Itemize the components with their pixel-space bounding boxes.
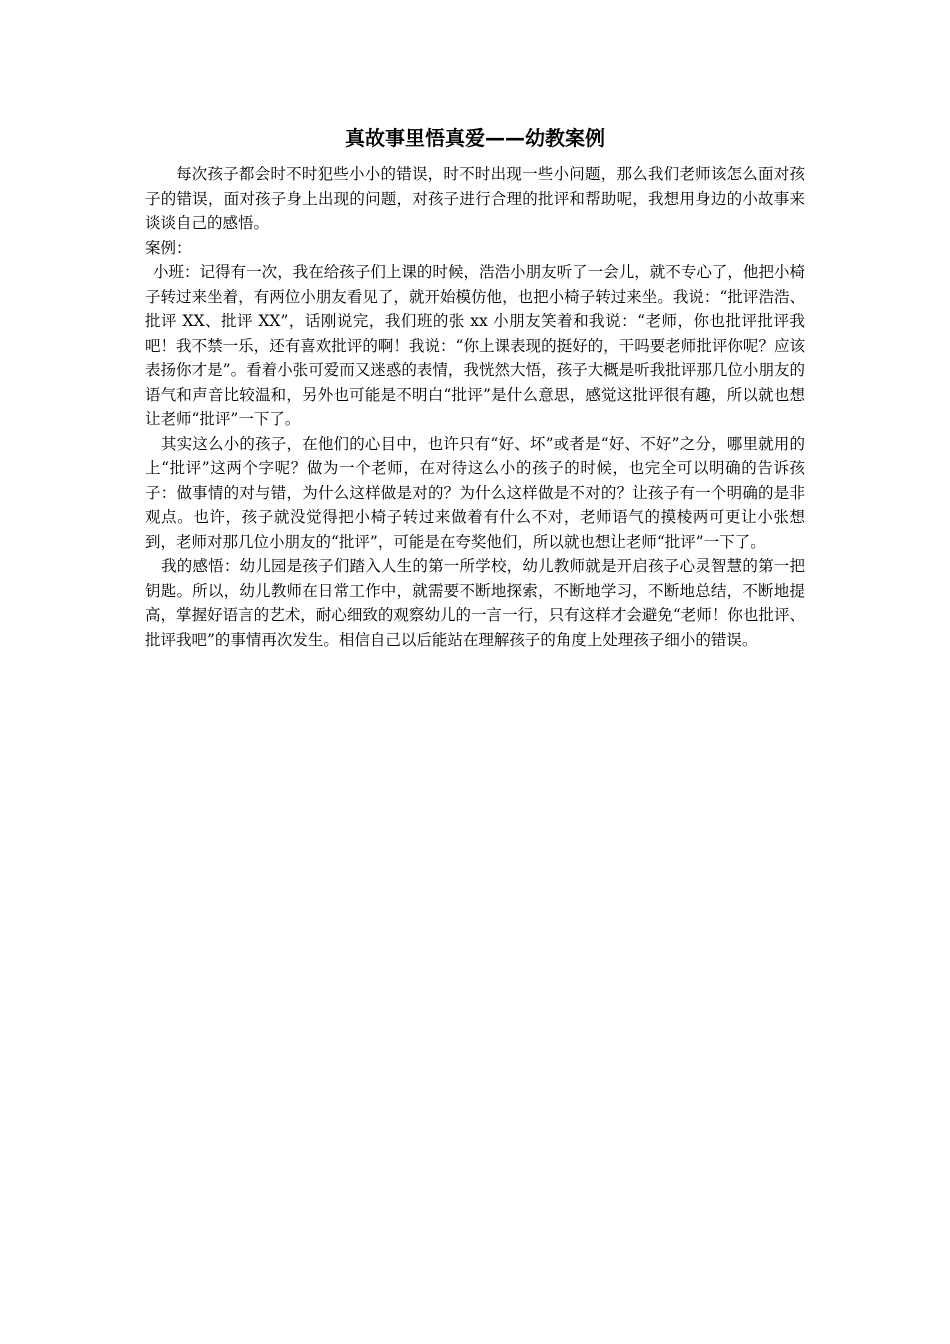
paragraph-reflection: 我的感悟：幼儿园是孩子们踏入人生的第一所学校，幼儿教师就是开启孩子心灵智慧的第一把钥匙。所以，幼儿教师在日常工作中，就需要不断地探索，不断地学习，不断地总结，不断地提高，掌握好语言的艺术，耐心细致的观察幼儿的一言一行，只有这样才会避免“老师！你也批评、批评我吧”的事情再次发生。相信自己以后能站在理解孩子的角度上处理孩子细小的错误。 — [145, 557, 805, 649]
document-title: 真故事里悟真爱——幼教案例 — [345, 126, 605, 150]
paragraph-case-label: 案例： — [145, 238, 192, 257]
document-page — [145, 118, 805, 652]
paragraph-case-story: 小班：记得有一次，我在给孩子们上课的时候，浩浩小朋友听了一会儿，就不专心了，他把小椅子转过来坐着，有两位小朋友看见了，就开始模仿他，也把小椅子转过来坐。我说：“批评浩浩、批评 XX、批评 XX”，话刚说完，我们班的张 xx 小朋友笑着和我说：“老师，你也批评批评我吧！我不禁一乐，还有喜欢批评的啊！我说：“你上课表现的挺好的，干吗要老师批评你呢？应该表扬你才是”。看着小张可爱而又迷惑的表情，我恍然大悟，孩子大概是听我批评那几位小朋友的语气和声音比较温和，另外也可能是不明白“批评”是什么意思，感觉这批评很有趣，所以就也想让老师“批评”一下了。 — [145, 263, 805, 428]
paragraph-intro: 每次孩子都会时不时犯些小小的错误，时不时出现一些小问题，那么我们老师该怎么面对孩子的错误，面对孩子身上出现的问题，对孩子进行合理的批评和帮助呢，我想用身边的小故事来谈谈自己的感悟。 — [145, 165, 805, 232]
paragraph-analysis: 其实这么小的孩子，在他们的心目中，也许只有“好、坏”或者是“好、不好”之分，哪里就用的上“批评”这两个字呢？做为一个老师，在对待这么小的孩子的时候，也完全可以明确的告诉孩子：做事情的对与错，为什么这样做是对的？为什么这样做是不对的？让孩子有一个明确的是非观点。也许，孩子就没觉得把小椅子转过来做着有什么不对，老师语气的摸棱两可更让小张想到，老师对那几位小朋友的“批评”，可能是在夸奖他们，所以就也想让老师“批评”一下了。 — [145, 434, 805, 551]
